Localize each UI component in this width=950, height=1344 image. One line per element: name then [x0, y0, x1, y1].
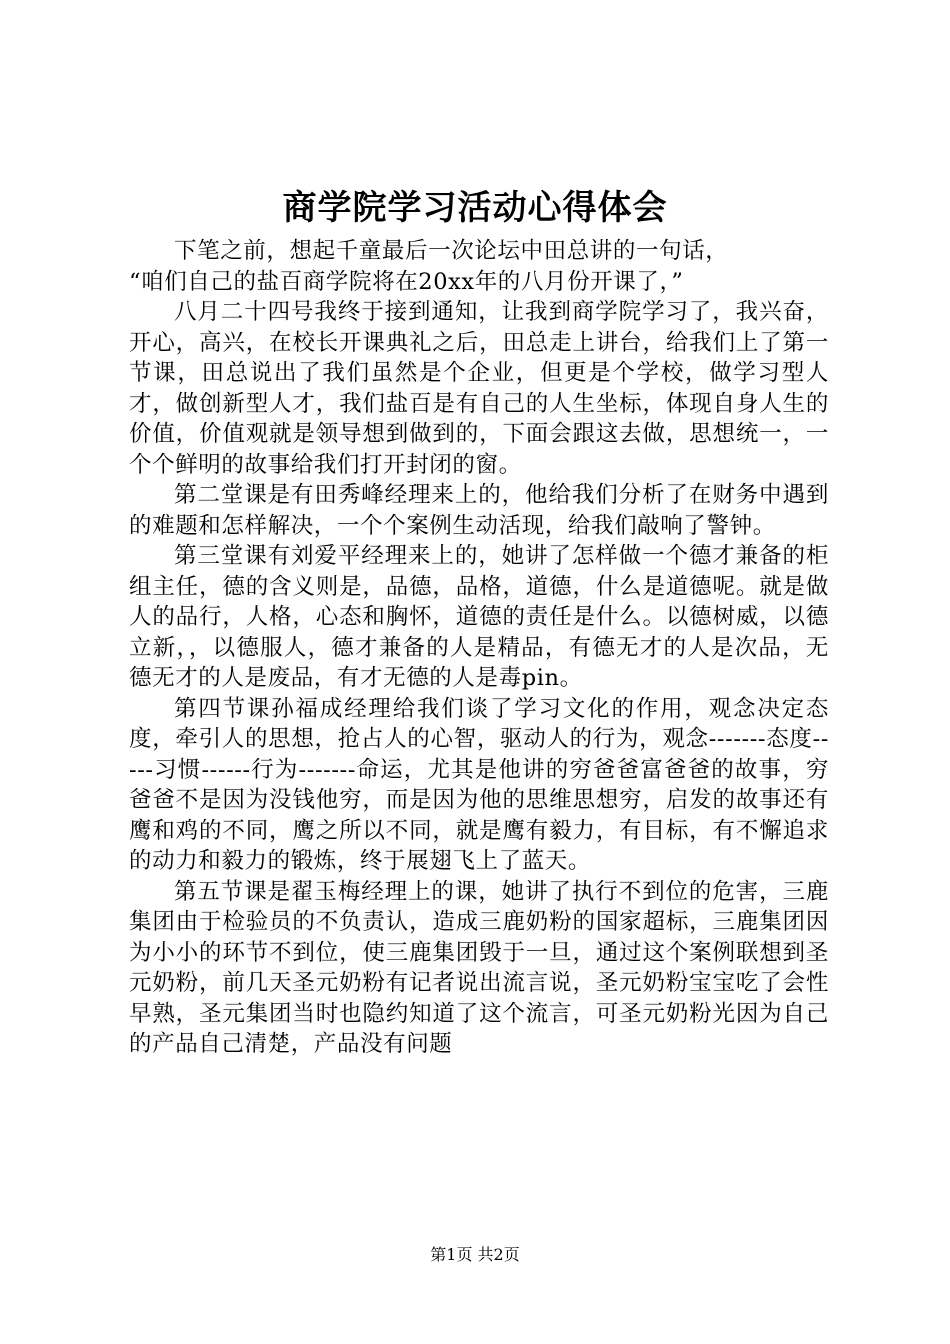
paragraph-fifth-lesson: 第五节课是翟玉梅经理上的课，她讲了执行不到位的危害，三鹿集团由于检验员的不负责认，造成三鹿奶粉的国家超标，三鹿集团因为小小的环节不到位，使三鹿集团毁于一旦，通过这个案例联想到圣元奶粉，前几天圣元奶粉有记者说出流言说，圣元奶粉宝宝吃了会性早熟，圣元集团当时也隐约知道了这个流言，可圣元奶粉光因为自己的产品自己清楚，产品没有问题: [129, 878, 829, 1057]
paragraph-fourth-lesson: 第四节课孙福成经理给我们谈了学习文化的作用，观念决定态度，牵引人的思想，抢占人的心智，驱动人的行为，观念-------态度-----习惯------行为-------命运，尤其是他讲的穷爸爸富爸爸的故事，穷爸爸不是因为没钱他穷，而是因为他的思维思想穷，启发的故事还有鹰和鸡的不同，鹰之所以不同，就是鹰有毅力，有目标，有不懈追求的动力和毅力的锻炼，终于展翅飞上了蓝天。: [129, 695, 829, 874]
paragraph-second-lesson: 第二堂课是有田秀峰经理来上的，他给我们分析了在财务中遇到的难题和怎样解决，一个个案例生动活现，给我们敲响了警钟。: [129, 482, 829, 539]
paragraph-quote: “咱们自己的盐百商学院将在20xx年的八月份开课了，”: [129, 268, 684, 295]
paragraph-first-lesson: 八月二十四号我终于接到通知，让我到商学院学习了，我兴奋，开心，高兴，在校长开课典礼之后，田总走上讲台，给我们上了第一节课，田总说出了我们虽然是个企业，但更是个学校，做学习型人才，做创新型人才，我们盐百是有自己的人生坐标，体现自身人生的价值，价值观就是领导想到做到的，下面会跟这去做，思想统一，一个个鲜明的故事给我们打开封闭的窗。: [129, 299, 829, 478]
document-body: [129, 236, 829, 1060]
paragraph-intro: 下笔之前，想起千童最后一次论坛中田总讲的一句话，: [174, 238, 729, 264]
page-footer: 第1页 共2页: [430, 1245, 520, 1264]
document-title: 商学院学习活动心得体会: [282, 188, 668, 228]
paragraph-third-lesson: 第三堂课有刘爱平经理来上的，她讲了怎样做一个德才兼备的柜组主任，德的含义则是，品德，品格，道德，什么是道德呢。就是做人的品行，人格，心态和胸怀，道德的责任是什么。以德树威，以德立新，，以德服人，德才兼备的人是精品，有德无才的人是次品，无德无才的人是废品，有才无德的人是毒pin。: [129, 543, 829, 691]
